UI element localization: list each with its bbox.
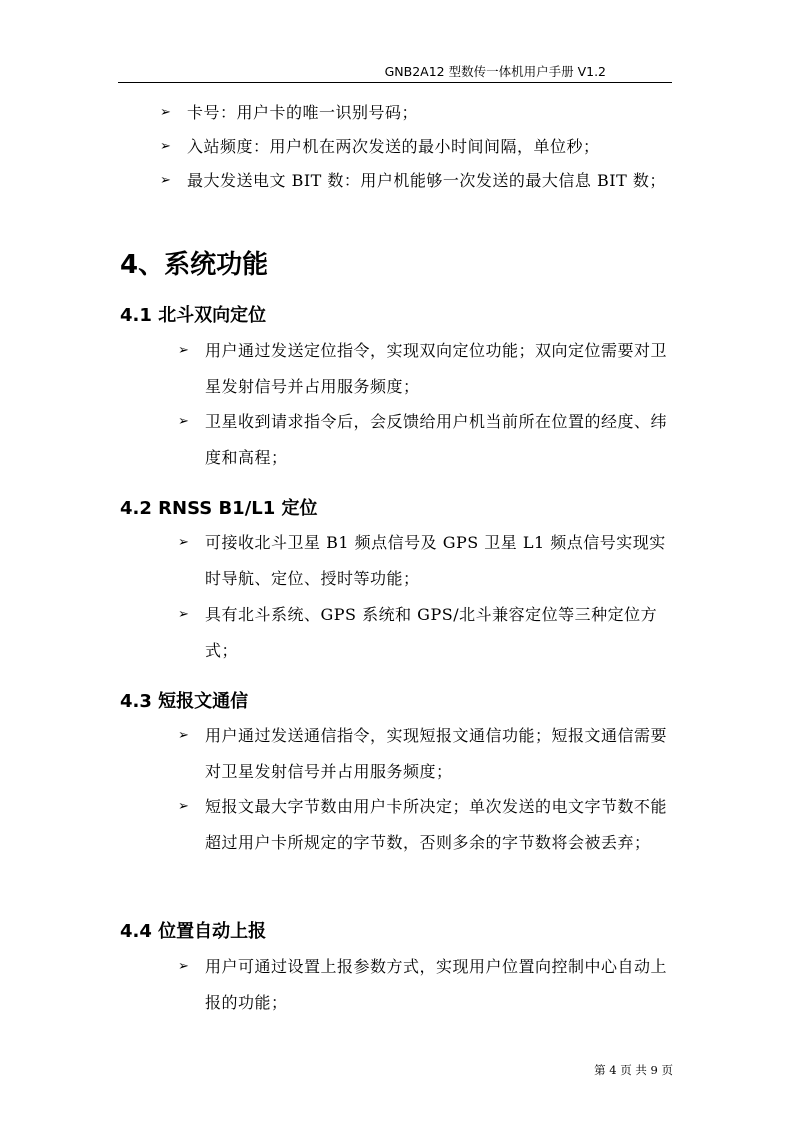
arrow-bullet-icon: ➢ xyxy=(178,535,190,550)
subsection-heading: 4.1 北斗双向定位 xyxy=(120,305,267,326)
list-item-text: 用户通过发送通信指令，实现短报文通信功能；短报文通信需要对卫星发射信号并占用服务频度； xyxy=(205,726,668,781)
section-heading: 4、系统功能 xyxy=(120,250,269,280)
page-number: 第 4 页 共 9 页 xyxy=(594,1063,673,1077)
arrow-bullet-icon: ➢ xyxy=(178,343,190,358)
arrow-bullet-icon: ➢ xyxy=(178,414,190,429)
arrow-bullet-icon: ➢ xyxy=(160,139,172,154)
list-item-text: 用户可通过设置上报参数方式，实现用户位置向控制中心自动上报的功能； xyxy=(205,957,668,1012)
header-title: GNB2A12 型数传一体机用户手册 V1.2 xyxy=(384,64,606,79)
list-item xyxy=(178,404,674,476)
list-item-text: 用户通过发送定位指令，实现双向定位功能；双向定位需要对卫星发射信号并占用服务频度； xyxy=(205,341,668,396)
list-item xyxy=(178,333,674,405)
list-item xyxy=(178,949,674,1021)
arrow-bullet-icon: ➢ xyxy=(178,607,190,622)
subsection-heading: 4.4 位置自动上报 xyxy=(120,921,267,942)
list-item-text: 具有北斗系统、GPS 系统和 GPS/北斗兼容定位等三种定位方式； xyxy=(205,605,658,660)
list-item-text: 短报文最大字节数由用户卡所决定；单次发送的电文字节数不能超过用户卡所规定的字节数，否则多余的字节数将会被丢弃； xyxy=(205,797,668,852)
list-item xyxy=(178,525,674,597)
arrow-bullet-icon: ➢ xyxy=(178,959,190,974)
list-item xyxy=(178,597,674,669)
subsection-heading: 4.3 短报文通信 xyxy=(120,691,249,712)
list-item xyxy=(160,129,674,165)
arrow-bullet-icon: ➢ xyxy=(160,173,172,188)
arrow-bullet-icon: ➢ xyxy=(178,799,190,814)
page-header xyxy=(118,60,672,83)
list-item xyxy=(178,718,674,790)
list-item-text: 卡号：用户卡的唯一识别号码； xyxy=(187,103,419,122)
list-item xyxy=(160,163,674,199)
list-item xyxy=(178,789,674,861)
arrow-bullet-icon: ➢ xyxy=(178,728,190,743)
list-item-text: 可接收北斗卫星 B1 频点信号及 GPS 卫星 L1 频点信号实现实时导航、定位、授时等功能； xyxy=(205,533,666,588)
subsection-heading: 4.2 RNSS B1/L1 定位 xyxy=(120,498,318,519)
list-item-text: 入站频度：用户机在两次发送的最小时间间隔，单位秒； xyxy=(187,137,600,156)
arrow-bullet-icon: ➢ xyxy=(160,105,172,120)
list-item-text: 卫星收到请求指令后，会反馈给用户机当前所在位置的经度、纬度和高程； xyxy=(205,412,668,467)
list-item-text: 最大发送电文 BIT 数：用户机能够一次发送的最大信息 BIT 数； xyxy=(187,171,666,190)
list-item xyxy=(160,95,674,131)
